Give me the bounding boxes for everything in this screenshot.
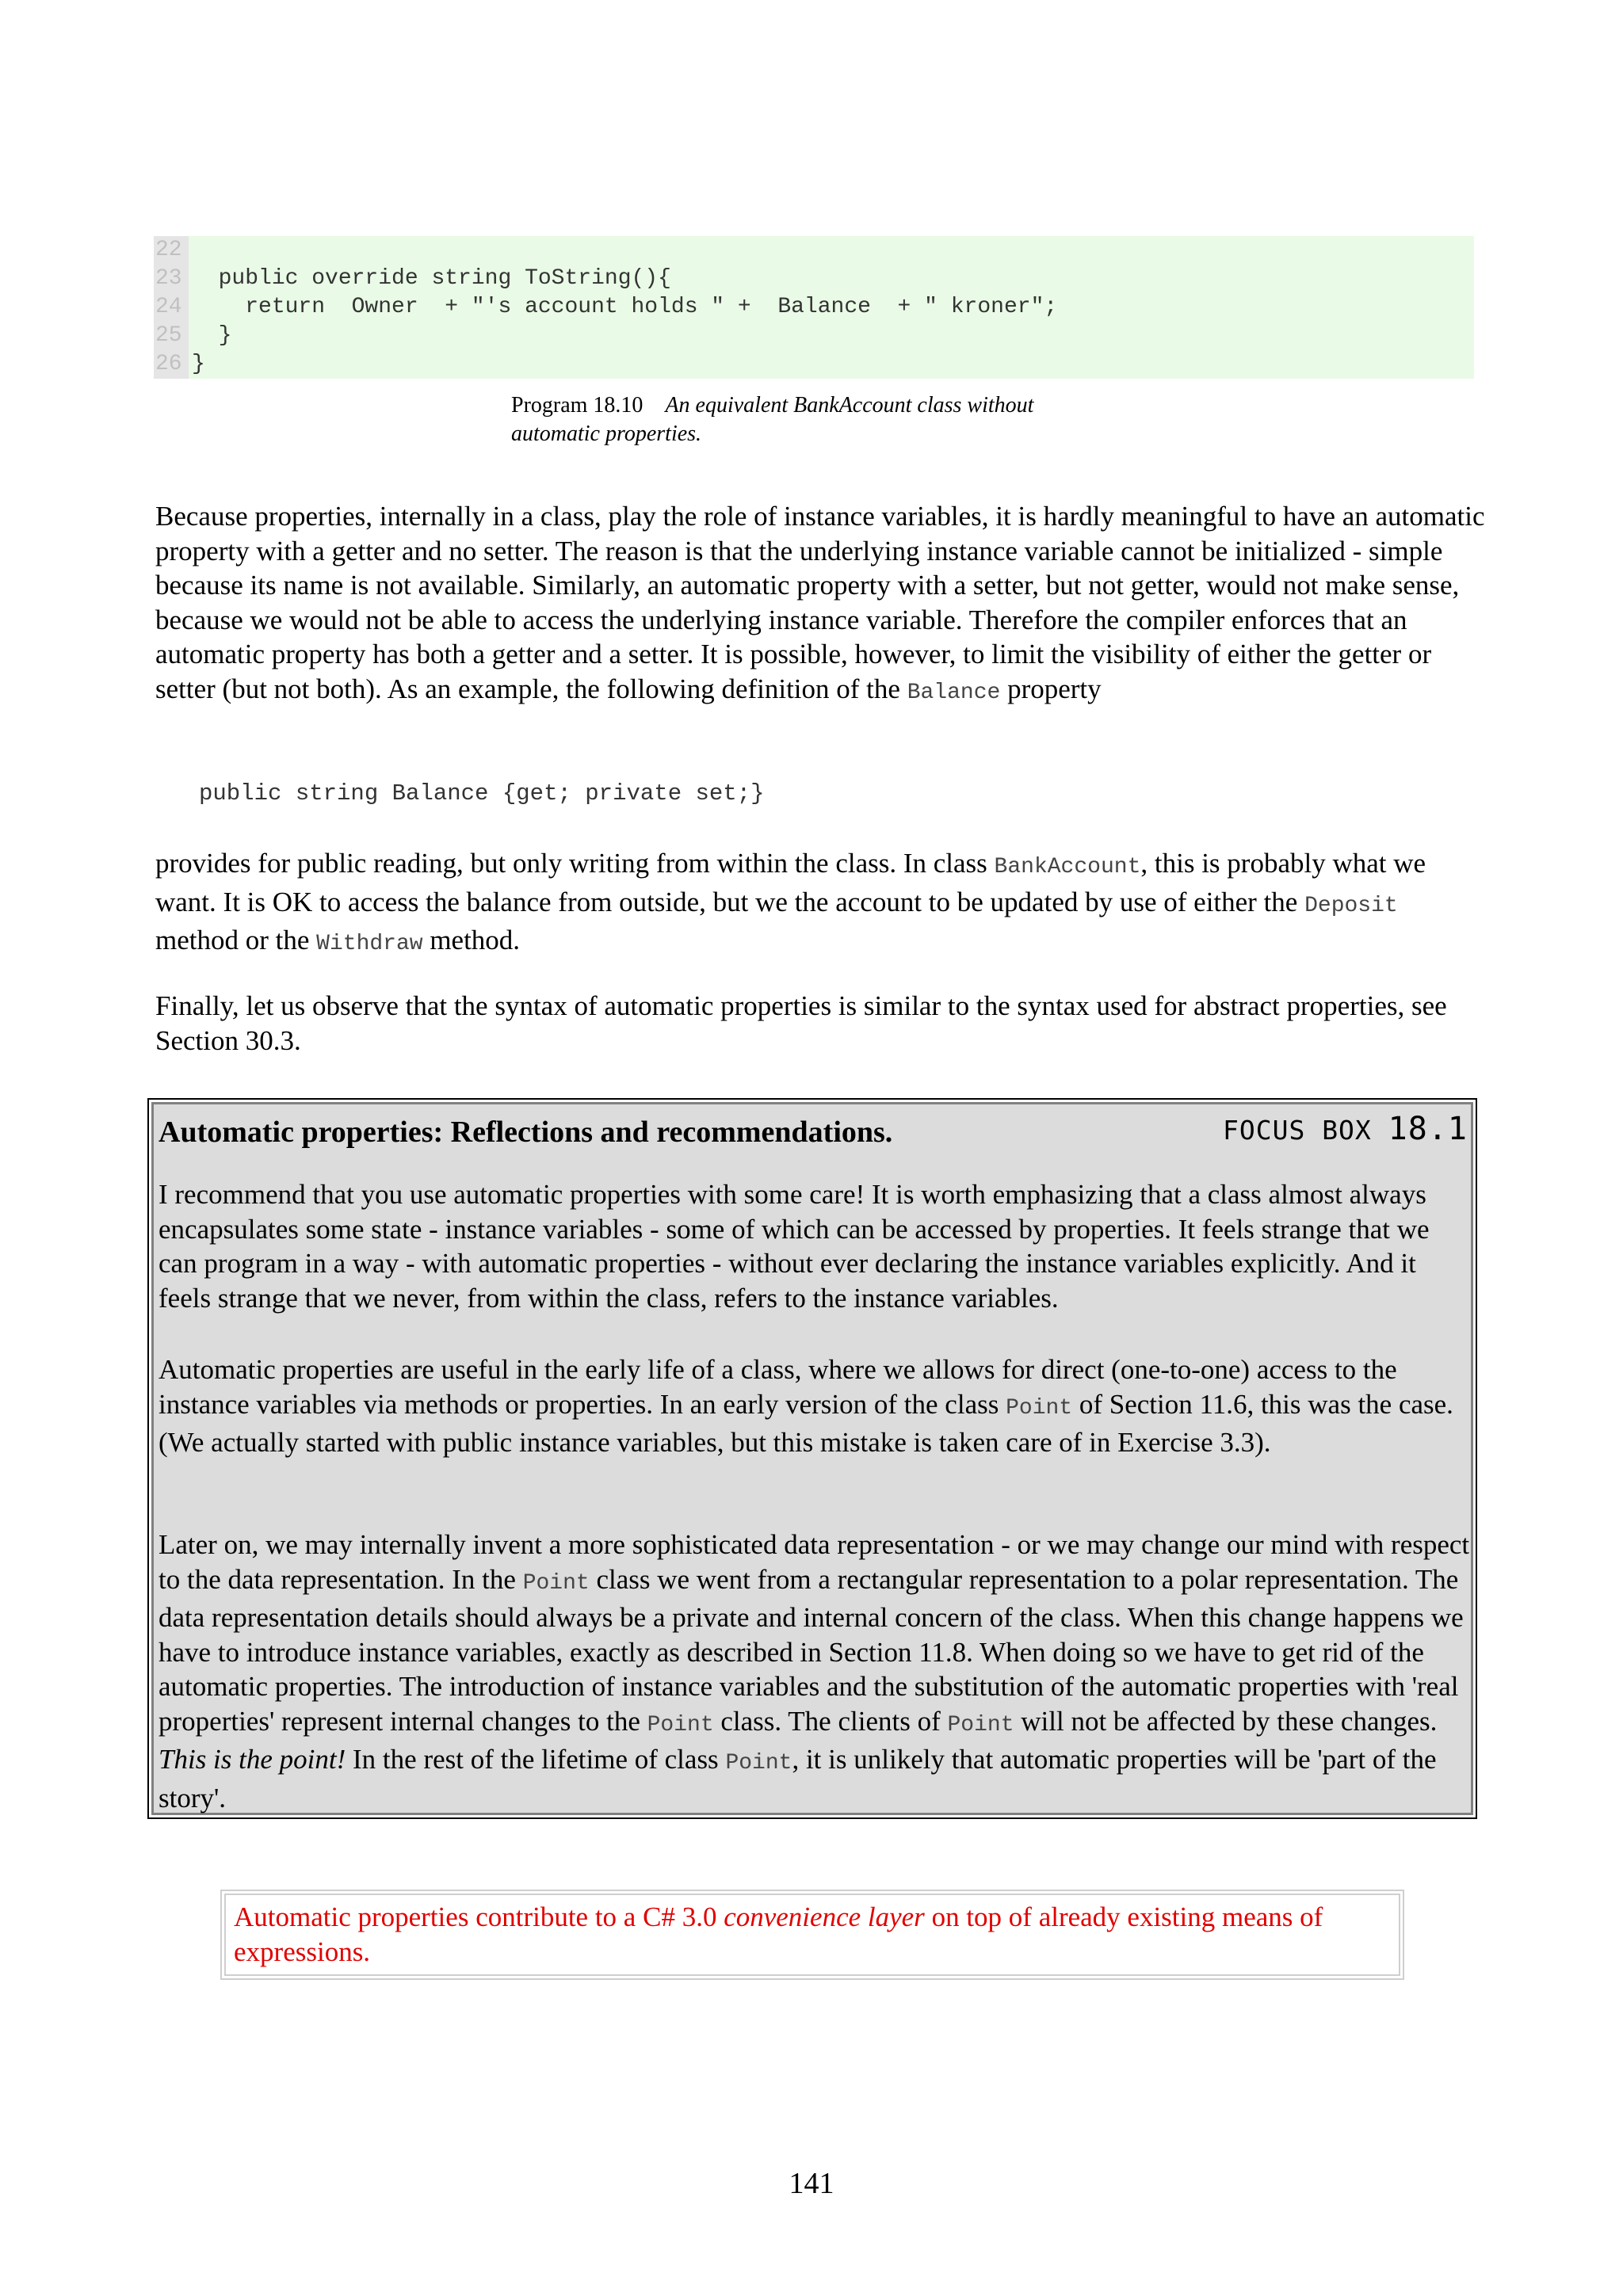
focus-paragraph xyxy=(158,1527,1471,1815)
line-code: } xyxy=(192,352,205,376)
code-line xyxy=(154,293,1057,322)
inline-code-point: Point xyxy=(947,1712,1014,1737)
paragraph-text: of Section 11.6, this was the case. (We actually started with public instance variables, but this mistake is taken care of in Exercise 3.3). xyxy=(158,1388,1453,1458)
line-number: 25 xyxy=(154,322,189,350)
caption-text: An equivalent BankAccount class without automatic properties. xyxy=(511,393,1034,446)
inline-code-point: Point xyxy=(725,1751,792,1775)
note-emphasis: convenience layer xyxy=(724,1901,925,1932)
inline-code-withdraw: Withdraw xyxy=(316,932,423,956)
line-code: return Owner + "'s account holds " + Balance + " kroner"; xyxy=(192,295,1058,319)
note-text xyxy=(224,1894,1400,1976)
paragraph-text: I recommend that you use automatic properties with some care! It is worth emphasizing that a class almost always encapsulates some state - instance variables - some of which can be accessed by properties. It feels strange that we can program in a way - with automatic properties - without ever declaring the instance variables explicitly. And it feels strange that we never, from within the class, refers to the instance variables. xyxy=(158,1179,1430,1314)
focus-paragraph xyxy=(158,1352,1471,1460)
line-code xyxy=(189,238,192,262)
focus-paragraph xyxy=(158,1177,1471,1315)
line-code: public override string ToString(){ xyxy=(192,266,671,291)
paragraph-text: , it is unlikely that automatic properties will be 'part of the story'. xyxy=(158,1744,1437,1814)
paragraph-text: Finally, let us observe that the syntax of automatic properties is similar to the syntax used for abstract properties, see Section 30.3. xyxy=(155,990,1447,1056)
focus-box-label-text: FOCUS BOX xyxy=(1222,1115,1372,1146)
paragraph-text: property xyxy=(1007,673,1102,704)
body-paragraph xyxy=(155,846,1487,962)
caption-label: Program 18.10 xyxy=(511,393,643,418)
focus-box-title: Automatic properties: Reflections and recommendations. xyxy=(158,1116,893,1149)
paragraph-text: Automatic properties are useful in the early life of a class, where we allows for direct (one-to-one) access to the instance variables via methods or properties. In an early version of the class xyxy=(158,1354,1397,1420)
paragraph-text: Later on, we may internally invent a more sophisticated data representation - or we may change our mind with respect to the data representation. In the xyxy=(158,1529,1470,1595)
paragraph-text: method or the xyxy=(155,925,310,955)
inline-code-balance: Balance xyxy=(907,680,1001,705)
paragraph-text: will not be affected by these changes. xyxy=(1021,1705,1438,1737)
note-box xyxy=(220,1890,1404,1980)
inline-code-point: Point xyxy=(647,1712,714,1737)
page-number: 141 xyxy=(789,2167,834,2200)
inline-code-point: Point xyxy=(522,1570,590,1596)
line-code: } xyxy=(192,323,232,348)
paragraph-text: class. The clients of xyxy=(720,1705,941,1737)
paragraph-text: class we went from a rectangular representation to a polar representation. The data representation details should always be a private and internal concern of the class. When this change happens we have to introduce instance variables, exactly as described in Section 11.8. When doing so we have to get rid of the automatic properties. The introduction of instance variables and the substitution of the automatic properties with 'real properties' represent internal changes to the xyxy=(158,1563,1464,1737)
emphasis-text: This is the point! xyxy=(158,1744,346,1775)
inline-code-point: Point xyxy=(1006,1395,1073,1421)
paragraph-text: In the rest of the lifetime of class xyxy=(353,1744,719,1775)
focus-box-inner xyxy=(151,1102,1473,1815)
body-paragraph xyxy=(155,499,1487,710)
paragraph-text: Because properties, internally in a class, play the role of instance variables, it is hardly meaningful to have an automatic property with a getter and no setter. The reason is that the underlying instance variable cannot be initialized - simple because its name is not available. Similarly, an automatic property with a setter, but not getter, would not make sense, because we would not be able to access the underlying instance variable. Therefore the compiler enforces that an automatic property has both a getter and a setter. It is possible, however, to limit the visibility of either the getter or setter (but not both). As an example, the following definition of the xyxy=(155,501,1485,704)
note-text-part: Automatic properties contribute to a C# 3.0 xyxy=(234,1901,717,1932)
code-example: public string Balance {get; private set;} xyxy=(199,780,765,807)
paragraph-text: provides for public reading, but only writing from within the class. In class xyxy=(155,848,987,879)
focus-box-label xyxy=(1223,1111,1468,1149)
line-number: 22 xyxy=(154,236,189,265)
code-line xyxy=(154,236,192,265)
code-line xyxy=(154,322,231,350)
note-text-part: on top of already existing means of expressions. xyxy=(234,1901,1323,1967)
focus-box-number: 18.1 xyxy=(1388,1111,1468,1147)
paragraph-text: method. xyxy=(430,925,521,955)
inline-code-bankaccount: BankAccount xyxy=(994,855,1141,879)
line-number: 24 xyxy=(154,293,189,322)
line-number: 26 xyxy=(154,350,189,379)
program-caption xyxy=(511,391,1113,448)
code-line xyxy=(154,350,205,379)
inline-code-deposit: Deposit xyxy=(1304,893,1398,918)
code-listing xyxy=(154,236,1474,379)
code-line xyxy=(154,265,671,293)
paragraph-text: , this is probably what we want. It is OK to access the balance from outside, but we the account to be updated by use of either the xyxy=(155,848,1426,917)
line-number: 23 xyxy=(154,265,189,293)
body-paragraph xyxy=(155,989,1487,1058)
focus-box xyxy=(147,1098,1477,1819)
